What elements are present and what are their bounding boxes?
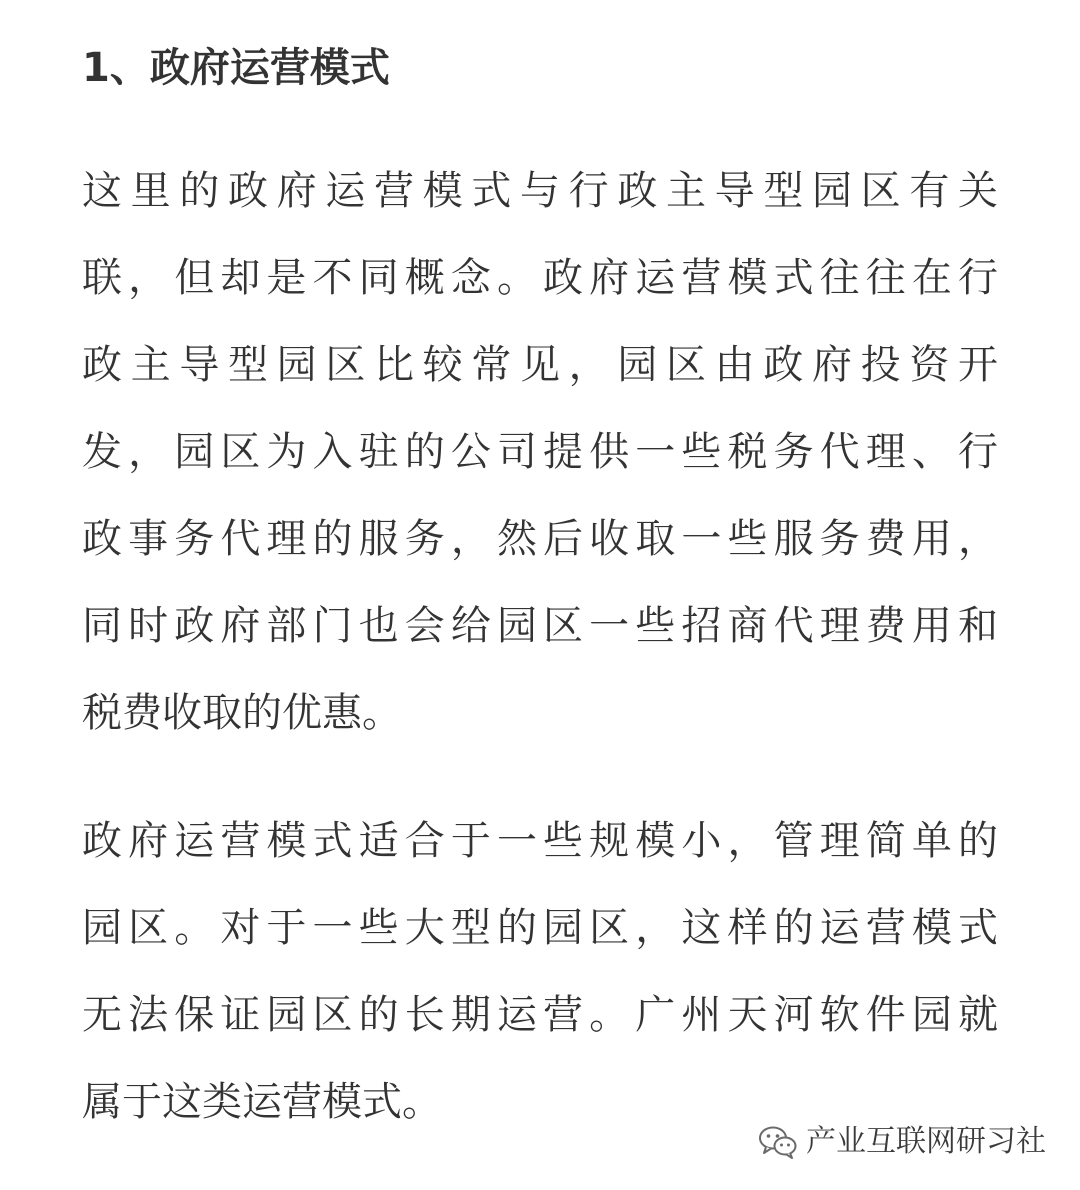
section-heading: 1、政府运营模式 [82,45,390,91]
wechat-icon [758,1125,798,1159]
watermark-text: 产业互联网研习社 [806,1124,1046,1159]
paragraph-line: 政事务代理的服务，然后收取一些服务费用， [82,516,998,562]
paragraph-2 [82,798,998,1146]
paragraph-1 [82,148,998,757]
paragraph-line: 这里的政府运营模式与行政主导型园区有关 [82,168,998,214]
paragraph-line: 税费收取的优惠。 [82,690,402,736]
paragraph-line: 无法保证园区的长期运营。广州天河软件园就 [82,992,998,1038]
paragraph-line: 属于这类运营模式。 [82,1079,442,1125]
paragraph-line: 联，但却是不同概念。政府运营模式往往在行 [82,255,998,301]
paragraph-line: 园区。对于一些大型的园区，这样的运营模式 [82,905,998,951]
paragraph-line: 发，园区为入驻的公司提供一些税务代理、行 [82,429,998,475]
paragraph-line: 政主导型园区比较常见，园区由政府投资开 [82,342,998,388]
paragraph-line: 政府运营模式适合于一些规模小，管理简单的 [82,818,998,864]
account-watermark [758,1120,1046,1164]
paragraph-line: 同时政府部门也会给园区一些招商代理费用和 [82,603,998,649]
